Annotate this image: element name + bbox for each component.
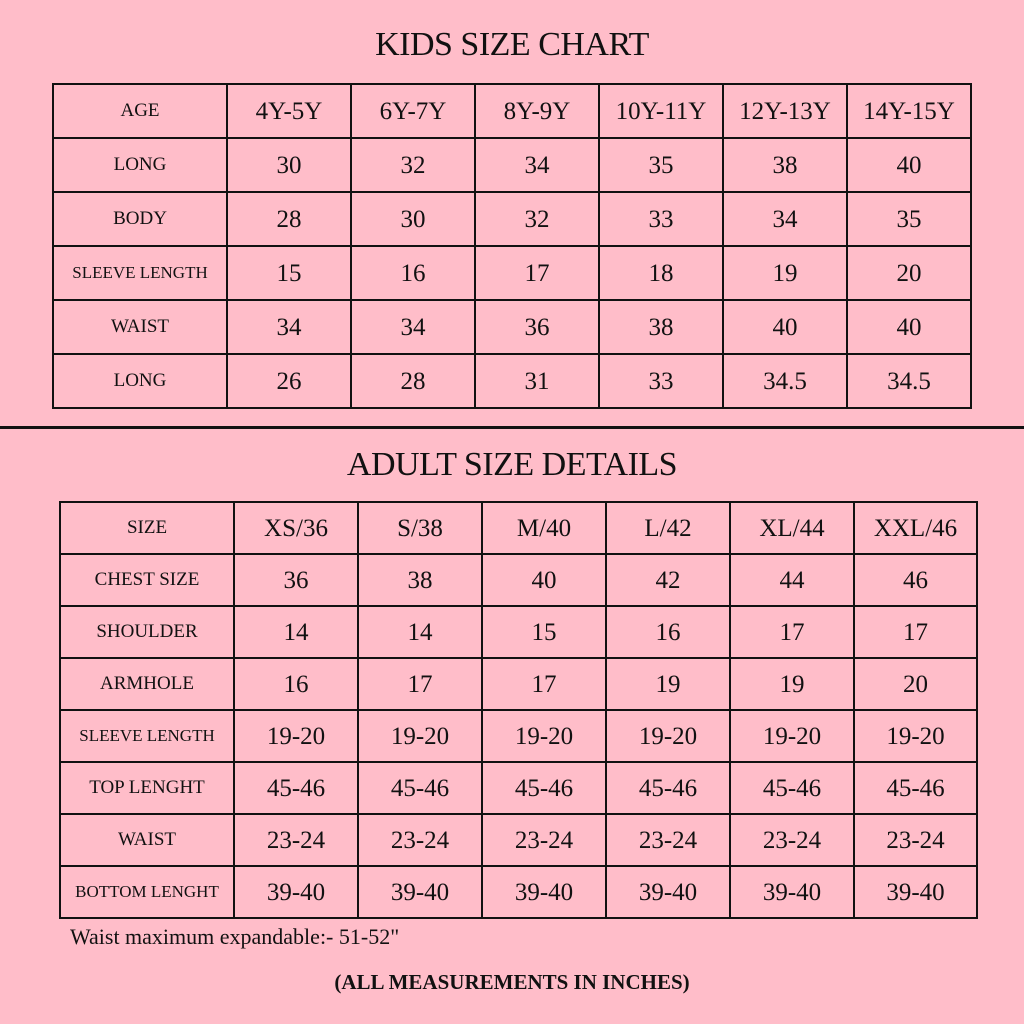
kids-size-table (52, 83, 972, 409)
kids-measurement-cell: 34 (723, 192, 847, 246)
adult-measurement-cell: 20 (854, 658, 977, 710)
adult-measurement-cell: 19-20 (606, 710, 730, 762)
kids-measurement-cell: 28 (227, 192, 351, 246)
adult-row-label-cell: SHOULDER (60, 606, 234, 658)
kids-measurement-cell: 38 (723, 138, 847, 192)
adult-row-label-cell: WAIST (60, 814, 234, 866)
kids-measurement-cell: 30 (227, 138, 351, 192)
kids-size-header-cell: 4Y-5Y (227, 84, 351, 138)
adult-measurement-cell: 42 (606, 554, 730, 606)
kids-measurement-cell: 34 (475, 138, 599, 192)
adult-measurement-cell: 19-20 (358, 710, 482, 762)
adult-measurement-cell: 39-40 (358, 866, 482, 918)
adult-header-row (60, 502, 977, 554)
adult-measurement-cell: 45-46 (358, 762, 482, 814)
adult-table-row (60, 814, 977, 866)
adult-measurement-cell: 17 (854, 606, 977, 658)
adult-measurement-cell: 14 (234, 606, 358, 658)
adult-header-label-cell: SIZE (60, 502, 234, 554)
kids-measurement-cell: 19 (723, 246, 847, 300)
adult-measurement-cell: 39-40 (606, 866, 730, 918)
kids-measurement-cell: 28 (351, 354, 475, 408)
adult-table-row (60, 762, 977, 814)
kids-measurement-cell: 34.5 (847, 354, 971, 408)
adult-measurement-cell: 15 (482, 606, 606, 658)
kids-measurement-cell: 18 (599, 246, 723, 300)
adult-measurement-cell: 19 (730, 658, 854, 710)
adult-table-row (60, 554, 977, 606)
adult-measurement-cell: 17 (730, 606, 854, 658)
kids-table-row (53, 354, 971, 408)
adult-table-row (60, 710, 977, 762)
kids-measurement-cell: 33 (599, 354, 723, 408)
adult-measurement-cell: 39-40 (854, 866, 977, 918)
adult-measurement-cell: 19-20 (482, 710, 606, 762)
adult-measurement-cell: 45-46 (482, 762, 606, 814)
kids-size-chart-title: KIDS SIZE CHART (375, 26, 649, 63)
kids-measurement-cell: 40 (847, 138, 971, 192)
adult-measurement-cell: 36 (234, 554, 358, 606)
measurements-unit-footer: (ALL MEASUREMENTS IN INCHES) (334, 970, 690, 994)
kids-size-header-cell: 12Y-13Y (723, 84, 847, 138)
adult-measurement-cell: 45-46 (234, 762, 358, 814)
adult-measurement-cell: 23-24 (482, 814, 606, 866)
kids-measurement-cell: 20 (847, 246, 971, 300)
adult-table-row (60, 606, 977, 658)
adult-size-header-cell: XL/44 (730, 502, 854, 554)
kids-table-row (53, 192, 971, 246)
adult-measurement-cell: 45-46 (606, 762, 730, 814)
adult-measurement-cell: 14 (358, 606, 482, 658)
adult-measurement-cell: 19-20 (234, 710, 358, 762)
adult-measurement-cell: 38 (358, 554, 482, 606)
adult-row-label-cell: BOTTOM LENGHT (60, 866, 234, 918)
adult-measurement-cell: 44 (730, 554, 854, 606)
kids-measurement-cell: 32 (475, 192, 599, 246)
adult-measurement-cell: 45-46 (854, 762, 977, 814)
kids-measurement-cell: 34 (227, 300, 351, 354)
adult-measurement-cell: 19-20 (730, 710, 854, 762)
kids-size-header-cell: 6Y-7Y (351, 84, 475, 138)
kids-measurement-cell: 32 (351, 138, 475, 192)
adult-measurement-cell: 23-24 (358, 814, 482, 866)
kids-measurement-cell: 36 (475, 300, 599, 354)
kids-measurement-cell: 34 (351, 300, 475, 354)
adult-measurement-cell: 45-46 (730, 762, 854, 814)
kids-measurement-cell: 40 (723, 300, 847, 354)
kids-table-row (53, 138, 971, 192)
adult-size-header-cell: XS/36 (234, 502, 358, 554)
kids-measurement-cell: 38 (599, 300, 723, 354)
adult-measurement-cell: 39-40 (482, 866, 606, 918)
kids-table-row (53, 300, 971, 354)
adult-measurement-cell: 16 (606, 606, 730, 658)
adult-size-details-title: ADULT SIZE DETAILS (346, 446, 678, 483)
kids-measurement-cell: 17 (475, 246, 599, 300)
kids-row-label-cell: LONG (53, 354, 227, 408)
kids-header-row (53, 84, 971, 138)
kids-measurement-cell: 35 (599, 138, 723, 192)
adult-measurement-cell: 40 (482, 554, 606, 606)
adult-measurement-cell: 23-24 (854, 814, 977, 866)
kids-measurement-cell: 16 (351, 246, 475, 300)
kids-row-label-cell: LONG (53, 138, 227, 192)
adult-measurement-cell: 46 (854, 554, 977, 606)
adult-size-header-cell: M/40 (482, 502, 606, 554)
kids-size-header-cell: 10Y-11Y (599, 84, 723, 138)
kids-measurement-cell: 35 (847, 192, 971, 246)
adult-measurement-cell: 17 (482, 658, 606, 710)
kids-row-label-cell: SLEEVE LENGTH (53, 246, 227, 300)
kids-measurement-cell: 31 (475, 354, 599, 408)
adult-row-label-cell: ARMHOLE (60, 658, 234, 710)
kids-size-header-cell: 14Y-15Y (847, 84, 971, 138)
adult-measurement-cell: 39-40 (730, 866, 854, 918)
adult-table-row (60, 658, 977, 710)
kids-measurement-cell: 34.5 (723, 354, 847, 408)
adult-size-header-cell: XXL/46 (854, 502, 977, 554)
adult-measurement-cell: 23-24 (730, 814, 854, 866)
adult-measurement-cell: 19 (606, 658, 730, 710)
kids-measurement-cell: 26 (227, 354, 351, 408)
kids-size-header-cell: 8Y-9Y (475, 84, 599, 138)
adult-row-label-cell: CHEST SIZE (60, 554, 234, 606)
kids-row-label-cell: WAIST (53, 300, 227, 354)
adult-measurement-cell: 23-24 (234, 814, 358, 866)
adult-row-label-cell: TOP LENGHT (60, 762, 234, 814)
adult-size-table (59, 501, 978, 919)
section-divider (0, 426, 1024, 429)
kids-measurement-cell: 15 (227, 246, 351, 300)
adult-measurement-cell: 39-40 (234, 866, 358, 918)
waist-expandable-note: Waist maximum expandable:- 51-52" (70, 924, 400, 949)
kids-measurement-cell: 40 (847, 300, 971, 354)
adult-measurement-cell: 17 (358, 658, 482, 710)
adult-size-header-cell: S/38 (358, 502, 482, 554)
kids-row-label-cell: BODY (53, 192, 227, 246)
adult-measurement-cell: 19-20 (854, 710, 977, 762)
kids-table-row (53, 246, 971, 300)
kids-header-label-cell: AGE (53, 84, 227, 138)
kids-measurement-cell: 33 (599, 192, 723, 246)
adult-table-row (60, 866, 977, 918)
kids-measurement-cell: 30 (351, 192, 475, 246)
adult-measurement-cell: 23-24 (606, 814, 730, 866)
adult-size-header-cell: L/42 (606, 502, 730, 554)
adult-measurement-cell: 16 (234, 658, 358, 710)
adult-row-label-cell: SLEEVE LENGTH (60, 710, 234, 762)
